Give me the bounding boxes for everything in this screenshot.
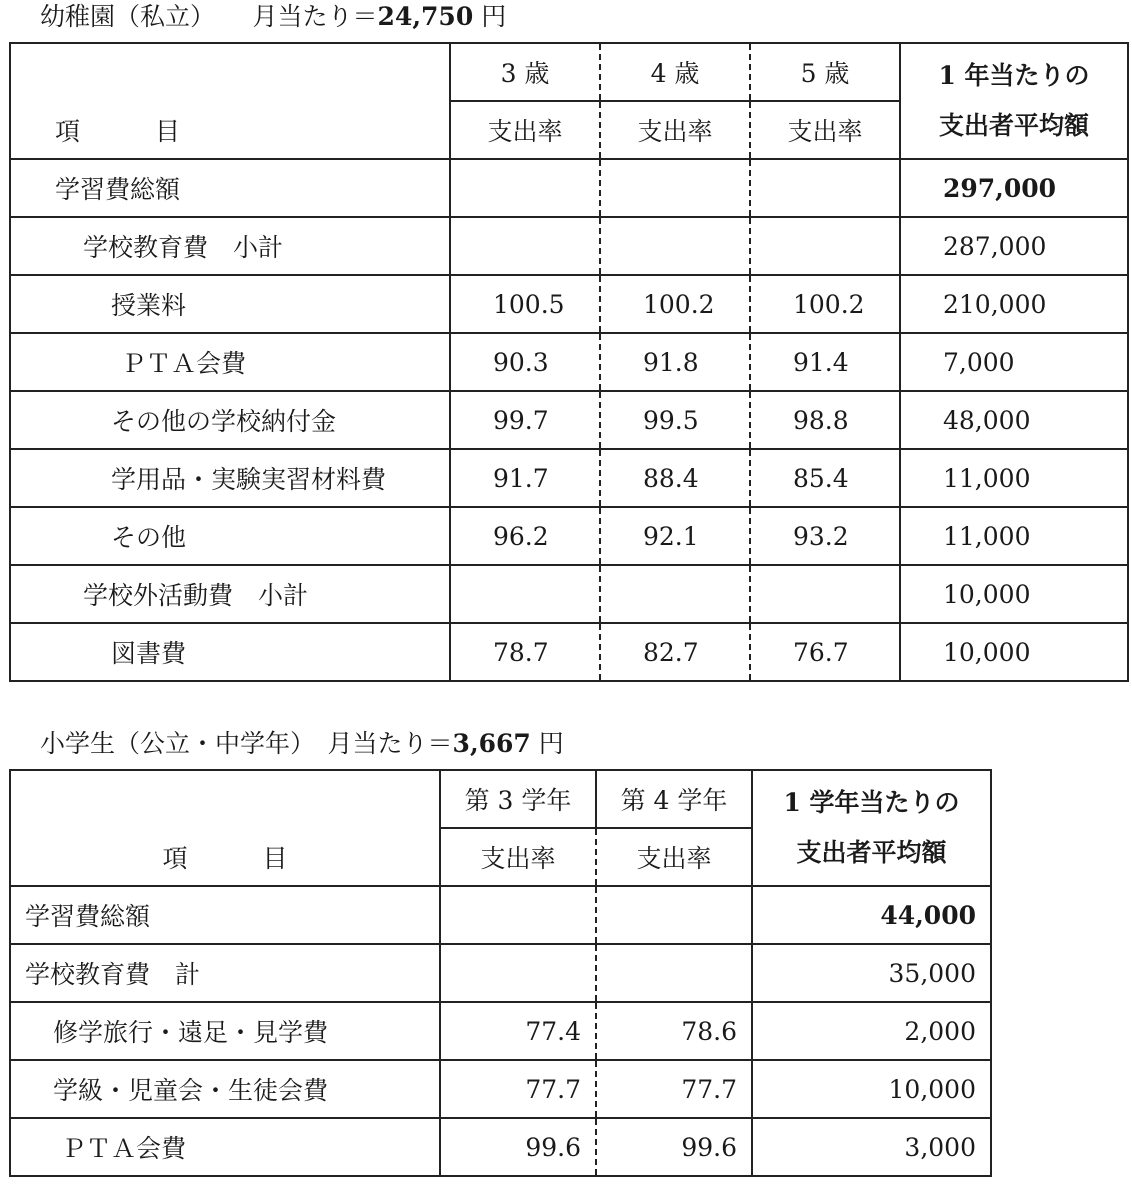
- age4-rate: 100.2: [600, 275, 750, 333]
- avg-amount: 11,000: [900, 449, 1128, 507]
- age4-rate: [600, 159, 750, 217]
- item-header: 項 目: [10, 828, 440, 886]
- avg-amount: 210,000: [900, 275, 1128, 333]
- age5-rate: 76.7: [750, 623, 900, 681]
- age4-header: 4 歳: [600, 43, 750, 101]
- age5-rate: 91.4: [750, 333, 900, 391]
- age4-rate: 92.1: [600, 507, 750, 565]
- elementary-caption-unit: 円: [538, 729, 564, 758]
- grade4-rate: 77.7: [596, 1060, 752, 1118]
- table-row: [10, 275, 1128, 333]
- age3-rate: 96.2: [450, 507, 600, 565]
- grade4-rate: 99.6: [596, 1118, 752, 1176]
- avg-amount: 3,000: [752, 1118, 991, 1176]
- avg-amount: 10,000: [900, 623, 1128, 681]
- kindergarten-caption-unit: 円: [481, 2, 507, 31]
- row-label: 図書費: [10, 623, 450, 681]
- table-row: [10, 886, 991, 944]
- table-row: [10, 507, 1128, 565]
- age3-rate: [450, 159, 600, 217]
- avg-amount-header-line2: 支出者平均額: [796, 838, 947, 867]
- age4-rate: [600, 217, 750, 275]
- age4-rate: 99.5: [600, 391, 750, 449]
- age3-rate: 100.5: [450, 275, 600, 333]
- item-header-top: [10, 43, 450, 101]
- grade4-rate: 78.6: [596, 1002, 752, 1060]
- age3-rate: 91.7: [450, 449, 600, 507]
- avg-amount: 297,000: [900, 159, 1128, 217]
- grade3-rate-header: 支出率: [440, 828, 596, 886]
- grade3-rate: [440, 886, 596, 944]
- age4-rate: 88.4: [600, 449, 750, 507]
- age3-header: 3 歳: [450, 43, 600, 101]
- elementary-table: [9, 769, 992, 1177]
- avg-amount: 10,000: [752, 1060, 991, 1118]
- table-row: [10, 391, 1128, 449]
- avg-amount: 44,000: [752, 886, 991, 944]
- grade3-rate: 99.6: [440, 1118, 596, 1176]
- avg-amount: 7,000: [900, 333, 1128, 391]
- age5-rate: [750, 159, 900, 217]
- age5-header: 5 歳: [750, 43, 900, 101]
- avg-amount-header-line1: 1 学年当たりの: [783, 788, 960, 817]
- row-label: 学習費総額: [10, 886, 440, 944]
- avg-amount: 35,000: [752, 944, 991, 1002]
- age5-rate: [750, 217, 900, 275]
- age5-rate-header: 支出率: [750, 101, 900, 159]
- kindergarten-caption-monthly-value: 24,750: [377, 2, 474, 31]
- row-label: 学校外活動費 小計: [10, 565, 450, 623]
- age3-rate: 90.3: [450, 333, 600, 391]
- age3-rate: 99.7: [450, 391, 600, 449]
- age4-rate: 91.8: [600, 333, 750, 391]
- avg-amount: 10,000: [900, 565, 1128, 623]
- item-header-top: [10, 770, 440, 828]
- age3-rate: [450, 565, 600, 623]
- grade3-header: 第 3 学年: [440, 770, 596, 828]
- avg-amount-header: [752, 770, 991, 886]
- grade3-rate: 77.4: [440, 1002, 596, 1060]
- table-row: [10, 623, 1128, 681]
- row-label: その他の学校納付金: [10, 391, 450, 449]
- row-label: 修学旅行・遠足・見学費: [10, 1002, 440, 1060]
- row-label: ＰＴＡ会費: [10, 1118, 440, 1176]
- table-row: [10, 333, 1128, 391]
- table-row: [10, 217, 1128, 275]
- age5-rate: 93.2: [750, 507, 900, 565]
- avg-amount-header-line1: 1 年当たりの: [938, 61, 1090, 90]
- table-row: [10, 159, 1128, 217]
- row-label: 学習費総額: [10, 159, 450, 217]
- age5-rate: 98.8: [750, 391, 900, 449]
- grade3-rate: [440, 944, 596, 1002]
- age5-rate: 100.2: [750, 275, 900, 333]
- age4-rate-header: 支出率: [600, 101, 750, 159]
- kindergarten-caption-monthly-label: 月当たり＝: [252, 2, 378, 31]
- row-label: 学級・児童会・生徒会費: [10, 1060, 440, 1118]
- table-row: [10, 1060, 991, 1118]
- grade4-rate-header: 支出率: [596, 828, 752, 886]
- elementary-caption-monthly-label: 月当たり＝: [327, 729, 453, 758]
- age3-rate: [450, 217, 600, 275]
- grade3-rate: 77.7: [440, 1060, 596, 1118]
- avg-amount: 287,000: [900, 217, 1128, 275]
- kindergarten-caption: [40, 2, 506, 32]
- elementary-caption: [40, 729, 564, 759]
- age5-rate: 85.4: [750, 449, 900, 507]
- row-label: その他: [10, 507, 450, 565]
- avg-amount: 2,000: [752, 1002, 991, 1060]
- row-label: 学校教育費 計: [10, 944, 440, 1002]
- table-row: [10, 1118, 991, 1176]
- grade4-rate: [596, 886, 752, 944]
- avg-amount-header: [900, 43, 1128, 159]
- elementary-caption-title: 小学生（公立・中学年）: [40, 729, 303, 758]
- row-label: 授業料: [10, 275, 450, 333]
- grade4-rate: [596, 944, 752, 1002]
- row-label: ＰＴＡ会費: [10, 333, 450, 391]
- age4-rate: 82.7: [600, 623, 750, 681]
- age5-rate: [750, 565, 900, 623]
- table-row: [10, 1002, 991, 1060]
- table-row: [10, 565, 1128, 623]
- row-label: 学校教育費 小計: [10, 217, 450, 275]
- grade4-header: 第 4 学年: [596, 770, 752, 828]
- kindergarten-table: [9, 42, 1129, 682]
- item-header: 項 目: [10, 101, 450, 159]
- table-row: [10, 449, 1128, 507]
- table-row: [10, 944, 991, 1002]
- avg-amount: 48,000: [900, 391, 1128, 449]
- kindergarten-caption-title: 幼稚園（私立）: [40, 2, 203, 31]
- age3-rate-header: 支出率: [450, 101, 600, 159]
- elementary-caption-monthly-value: 3,667: [452, 729, 531, 758]
- age3-rate: 78.7: [450, 623, 600, 681]
- age4-rate: [600, 565, 750, 623]
- row-label: 学用品・実験実習材料費: [10, 449, 450, 507]
- avg-amount: 11,000: [900, 507, 1128, 565]
- avg-amount-header-line2: 支出者平均額: [938, 111, 1089, 140]
